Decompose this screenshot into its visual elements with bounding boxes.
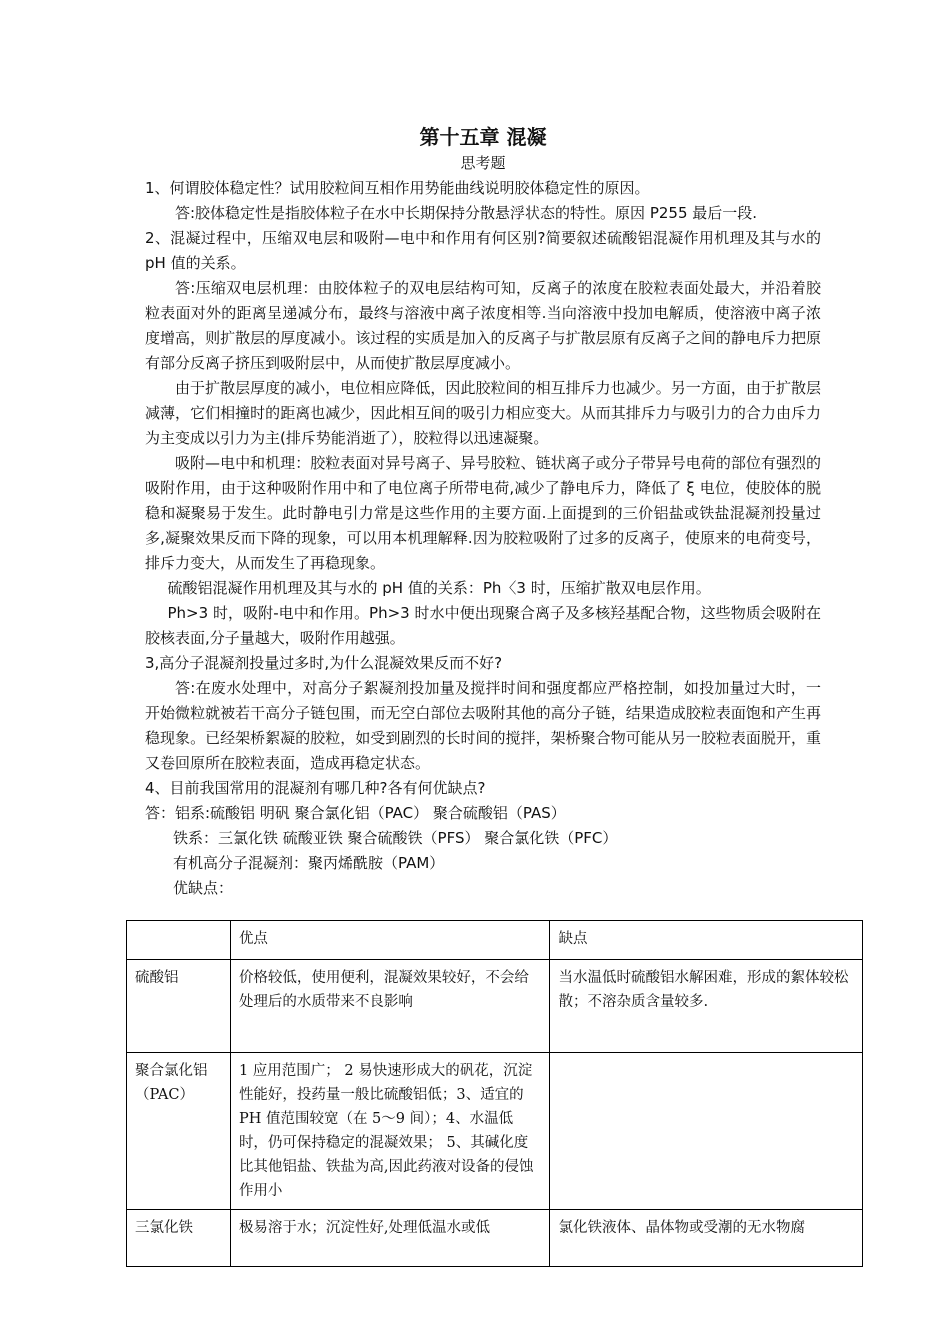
question-2: 2、混凝过程中，压缩双电层和吸附—电中和作用有何区别?简要叙述硫酸铝混凝作用机理及其与水的 pH 值的关系。 xyxy=(145,229,821,272)
answer-2-adsorption: 吸附—电中和机理：胶粒表面对异号离子、异号胶粒、链状离子或分子带异号电荷的部位有强烈的吸附作用，由于这种吸附作用中和了电位离子所带电荷,减少了静电斥力，降低了 ξ 电位，使胶体的脱稳和凝聚易于发生。此时静电引力常是这些作用的主要方面.上面提到的三价铝盐或铁盐混凝剂投量过多,凝聚效果反而下降的现象，可以用本机理解释.因为胶粒吸附了过多的反离子，使原来的电荷变号，排斥力变大，从而发生了再稳现象。 xyxy=(145,454,821,572)
coagulant-name-cell: 聚合氯化铝（PAC） xyxy=(127,1053,231,1210)
cons-cell xyxy=(550,1053,863,1210)
answer-2-ph-above-3: Ph>3 时，吸附-电中和作用。Ph>3 时水中便出现聚合离子及多核羟基配合物，这些物质会吸附在胶核表面,分子量越大，吸附作用越强。 xyxy=(145,604,821,647)
table-row xyxy=(127,1053,863,1210)
pros-cell: 极易溶于水；沉淀性好,处理低温水或低 xyxy=(230,1210,550,1267)
pros-cons-table xyxy=(126,920,863,1267)
pros-cell: 价格较低，使用便利，混凝效果较好，不会给处理后的水质带来不良影响 xyxy=(230,960,550,1053)
section-subtitle: 思考题 xyxy=(460,154,506,172)
table-row xyxy=(127,1210,863,1267)
answer-3: 答:在废水处理中，对高分子絮凝剂投加量及搅拌时间和强度都应严格控制，如投加量过大时，一开始微粒就被若干高分子链包围，而无空白部位去吸附其他的高分子链，结果造成胶粒表面饱和产生再稳现象。已经架桥絮凝的胶粒，如受到剧烈的长时间的搅拌，架桥聚合物可能从另一胶粒表面脱开，重又卷回原所在胶粒表面，造成再稳定状态。 xyxy=(145,679,821,772)
table-header-cell: 缺点 xyxy=(550,921,863,960)
answer-4-pros-cons-label: 优缺点： xyxy=(173,879,234,897)
cons-cell: 氯化铁液体、晶体物或受潮的无水物腐 xyxy=(550,1210,863,1267)
answer-4-iron: 铁系：三氯化铁 硫酸亚铁 聚合硫酸铁（PFS） 聚合氯化铁（PFC） xyxy=(173,829,618,847)
question-1: 1、何谓胶体稳定性？试用胶粒间互相作用势能曲线说明胶体稳定性的原因。 xyxy=(145,179,650,197)
table-header-cell: 优点 xyxy=(230,921,550,960)
table-row xyxy=(127,960,863,1053)
document-body xyxy=(145,122,821,901)
answer-2-compression: 答:压缩双电层机理：由胶体粒子的双电层结构可知，反离子的浓度在胶粒表面处最大，并沿着胶粒表面对外的距离呈递减分布，最终与溶液中离子浓度相等.当向溶液中投加电解质，使溶液中离子浓度增高，则扩散层的厚度减小。该过程的实质是加入的反离子与扩散层原有反离子之间的静电斥力把原有部分反离子挤压到吸附层中，从而使扩散层厚度减小。 xyxy=(145,279,821,372)
pros-cell: 1 应用范围广； 2 易快速形成大的矾花，沉淀性能好，投药量一般比硫酸铝低；3、适宜的 PH 值范围较宽（在 5～9 间）；4、水温低时，仍可保持稳定的混凝效果； 5、其碱化度比其他铝盐、铁盐为高,因此药液对设备的侵蚀作用小 xyxy=(230,1053,550,1210)
answer-2-ph-relation: 硫酸铝混凝作用机理及其与水的 pH 值的关系：Ph〈3 时，压缩扩散双电层作用。 xyxy=(167,579,711,597)
table-header-cell xyxy=(127,921,231,960)
coagulant-name-cell: 硫酸铝 xyxy=(127,960,231,1053)
cons-cell: 当水温低时硫酸铝水解困难，形成的絮体较松散；不溶杂质含量较多. xyxy=(550,960,863,1053)
answer-1: 答:胶体稳定性是指胶体粒子在水中长期保持分散悬浮状态的特性。原因 P255 最后一段. xyxy=(175,204,758,222)
answer-4-aluminum: 答：铝系:硫酸铝 明矾 聚合氯化铝（PAC） 聚合硫酸铝（PAS） xyxy=(145,804,566,822)
question-3: 3,高分子混凝剂投量过多时,为什么混凝效果反而不好? xyxy=(145,654,503,672)
answer-4-organic: 有机高分子混凝剂：聚丙烯酰胺（PAM） xyxy=(173,854,445,872)
coagulant-name-cell: 三氯化铁 xyxy=(127,1210,231,1267)
table-header-row xyxy=(127,921,863,960)
chapter-title: 第十五章 混凝 xyxy=(419,125,547,149)
question-4: 4、目前我国常用的混凝剂有哪几种?各有何优缺点? xyxy=(145,779,486,797)
answer-2-diffusion: 由于扩散层厚度的减小，电位相应降低，因此胶粒间的相互排斥力也减少。另一方面，由于扩散层减薄，它们相撞时的距离也减少，因此相互间的吸引力相应变大。从而其排斥力与吸引力的合力由斥力为主变成以引力为主(排斥势能消逝了），胶粒得以迅速凝聚。 xyxy=(145,379,821,447)
